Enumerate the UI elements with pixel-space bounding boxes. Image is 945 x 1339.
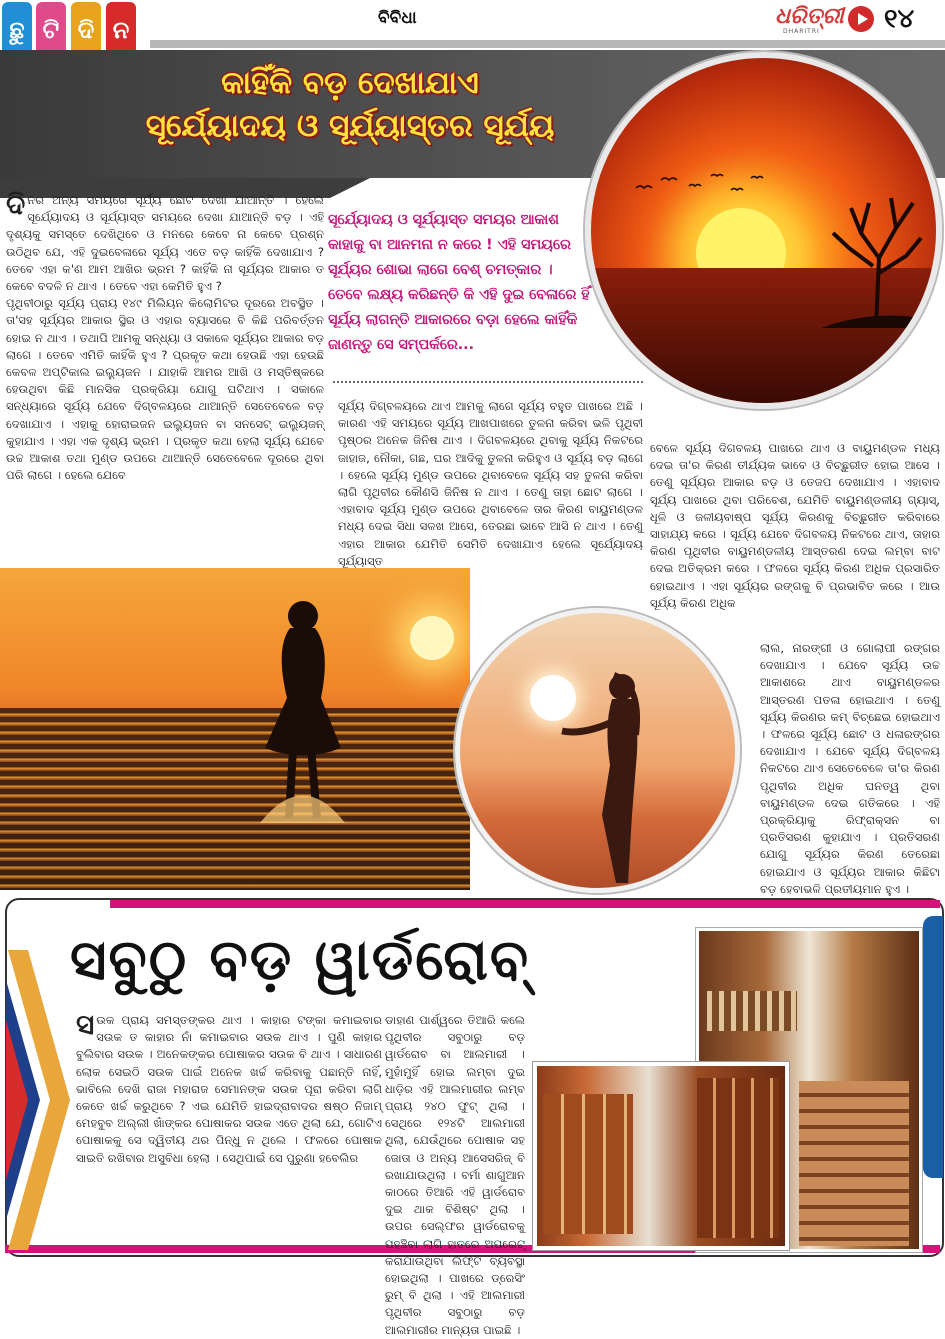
newspaper-brand: ଧରିତ୍ରୀ xyxy=(775,4,844,29)
wardrobe-shape-right xyxy=(697,1078,779,1238)
play-icon[interactable] xyxy=(848,6,874,32)
story1-headline-line1: କାହିଁକି ବଡ଼ ଦେଖାଯାଏ xyxy=(221,65,479,101)
story2-dropcap: ସ xyxy=(76,1008,95,1041)
wardrobe-corridor-photo xyxy=(533,1062,789,1250)
story2-headline: ସବୁଠୁ ବଡ଼ ୱାର୍ଡରୋବ୍ xyxy=(70,928,531,993)
sea-reflection xyxy=(0,708,470,890)
girl-in-sea-photo xyxy=(0,568,470,890)
story1-col1-para2: ପୃଥିବୀଠାରୁ ସୂର୍ଯ୍ୟ ପ୍ରାୟ ୧୪୯ ମିଲିୟନ କିଲୋମିଟର ଦୂରରେ ଅବସ୍ଥିତ । ତା'ସହ ସୂର୍ଯ୍ୟର ଆକାର ସ୍ଥିର ଓ ଏହାର ବ୍ୟାସରେ ବି କିଛି ପରିବର୍ତ୍ତନ ହୋଇ ନ ଥାଏ । ତଥାପି ଆମକୁ ସନ୍ଧ୍ୟା ଓ ସକାଳେ ସୂର୍ଯ୍ୟର ଆକାର ବଡ଼ ଲାଗେ । ତେବେ ଏମିତି କାହିଁକି ହୁଏ ? ପ୍ରକୃତ କଥା ହେଉଛି ଏହା ହେଉଛି କେବଳ ଅପ୍ଟିକାଲ ଇଲ୍ୟୁଜନ । ଯାହାକି ଆମର ଆଖି ଓ ମସ୍ତିଷ୍କରେ ହେଉଥିବା କିଛି ମାନସିକ ପ୍ରକ୍ରିୟା ଯୋଗୁ ଘଟିଥାଏ । ସକାଳେ ସନ୍ଧ୍ୟାରେ ସୂର୍ଯ୍ୟ ଯେବେ ଦିଗ୍ବଳୟରେ ଥାଆନ୍ତି ସେତେବେଳେ ବଡ଼ ଦେଖାଯାଏ । ଏହାକୁ ହୋରାଇଜନ ଇଲ୍ୟୁଜନ ବା ସନସେଟ୍ ଇଲ୍ୟୁଜନ୍ କୁହାଯାଏ । ଏହା ଏକ ଦୃଶ୍ୟ ଭ୍ରମ । ପ୍ରକୃତ କଥା ହେଲା ସୂର୍ଯ୍ୟ ଯେବେ ଉଚ୍ଚ ଆକାଶ ତଥା ମୁଣ୍ଡ ଉପରେ ଥାଆନ୍ତି ସେତେବେଳେ ଦୂରରେ ଥିବା ପରି ଲାଗେ । ହେଲେ ଯେବେ xyxy=(6,296,324,483)
story1-column-1 xyxy=(6,188,324,484)
story2-column-1 xyxy=(76,1008,382,1167)
story1-column-2: ସୂର୍ଯ୍ୟ ଦିଗ୍ବଳୟରେ ଥାଏ ଆମକୁ ଲାଗେ ସୂର୍ଯ୍ୟ ବହୁତ ପାଖରେ ଅଛି । କାରଣ ଏହି ସମୟରେ ସୂର୍ଯ୍ୟ ଆଖପାଖରେ ତୁଳନା କରିବା ଭଳି ପୃଥିବୀ ପୃଷ୍ଠର ଅନେକ ଜିନିଷ ଥାଏ । ଦିଗବଳୟରେ ଥିବାକୁ ସୂର୍ଯ୍ୟ ନିକଟରେ ଜାହାଜ, ନୌକା, ଗଛ, ଘର ଆଦିକୁ ତୁଳନା କରିହୁଏ ଓ ସୂର୍ଯ୍ୟ ବଡ଼ ଲାଗେ । ହେଲେ ସୂର୍ଯ୍ୟ ମୁଣ୍ଡ ଉପରେ ଥିବାବେଳେ ସୂର୍ଯ୍ୟ ସହ ତୁଳନା କରିବା ଲାଗି ପୃଥିବୀର କୌଣସି ଜିନିଷ ନ ଥାଏ । ତେଣୁ ତାହା ଛୋଟ ଲାଗେ । ଏହାବାଦ ସୂର୍ଯ୍ୟ ମୁଣ୍ଡ ଉପରେ ଥିବାବେଳେ ତାର କିରଣ ବାୟୁମଣ୍ଡଳ ମଧ୍ୟ ଦେଇ ସିଧା ସଳଖ ଆସେ, ତେରଛା ଭାବେ ଆସି ନ ଥାଏ । ତେଣୁ ଏହାର ଆକାର ଯେମିତି ସେମିତି ଦେଖାଯାଏ ହେଲେ ସୂର୍ଯ୍ୟୋଦୟ ସୂର୍ଯ୍ୟାସ୍ତ xyxy=(338,399,643,568)
story2-side-tab xyxy=(923,916,943,1178)
chevron-ornament-icon xyxy=(6,950,80,1250)
girl-silhouette xyxy=(245,588,355,838)
page-number: ୧୪ xyxy=(884,4,915,34)
story1-column-3-top: ବେଳେ ସୂର୍ଯ୍ୟ ଦିଗବଳୟ ପାଖରେ ଥାଏ ଓ ବାୟୁମଣ୍ଡଳ ମଧ୍ୟ ଦେଇ ତା'ର କିରଣ ତୀର୍ଯ୍ୟକ ଭାବେ ଓ ବିଚ୍ଛୁରୀତ ହୋଇ ଆସେ । ତେଣୁ ସୂର୍ଯ୍ୟର ଆକାର ବଡ଼ ଓ ତେଜପ ଦେଖାଯାଏ । ଏହାବାଦ ସୂର୍ଯ୍ୟ ପାଖରେ ଥିବା ପରିବେଶ, ଯେମିତି ବାୟୁମଣ୍ଡଳୀୟ ଗ୍ୟାସ୍, ଧୂଳି ଓ ଜଳୀୟବାଷ୍ପ ସୂର୍ଯ୍ୟ କିରଣକୁ ବିଚ୍ଛୁରୀତ କରିବାରେ ସାହାଯ୍ୟ କରେ । ସୂର୍ଯ୍ୟ ଯେବେ ଦିଗବଳୟ ନିକଟରେ ଥାଏ, ତାହାର କିରଣ ପୃଥିବୀର ବାୟୁମଣ୍ଡଳୀୟ ଆସ୍ତରଣ ଦେଇ ଲମ୍ବା ବାଟ ଦେଇ ଅତିକ୍ରମ କରେ । ଫଳରେ ସୂର୍ଯ୍ୟ କିରଣ ଅଧିକ ପ୍ରସାରିତ ହୋଇଥାଏ । ଏହା ସୂର୍ଯ୍ୟର ରଙ୍ଗକୁ ବି ପ୍ରଭାବିତ କରେ । ଆଉ ସୂର୍ଯ୍ୟ କିରଣ ଅଧିକ xyxy=(650,441,940,610)
story2-col2-text: ଡାହାଣ ପାର୍ଶ୍ୱରେ ତିଆରି କଲେ ପୃଥିବୀର ସବୁଠାରୁ ବଡ଼ ୱାର୍ଡରୋବ ବା ଆଲମାରୀ । ମୁହାଁମୁହିଁ ହୋଇ ଲମ୍ବା ଦୁଇ ଧାଡ଼ିର ଏହି ଆଲମାରୀର ଲମ୍ବ ପ୍ରାୟ ୨୪୦ ଫୁଟ୍ ଥିଲା । ସେଥିରେ ୧୨୪ଟି ଆଲମାରୀ ଥିଲା, ଯେଉଁଥିରେ ପୋଷାକ ସହ ଜୋତା ଓ ଅନ୍ୟ ଆସେସରିଜ୍ ବି ରଖାଯାଉଥିଲା । ବର୍ମା ଶାଗୁଆନ କାଠରେ ତିଆରି ଏହି ୱାର୍ଡରୋବ ଦୁଇ ଥାକ ବିଶିଷ୍ଟ ଥିଲା । ଉପର ସେଲ୍ଫର ୱାର୍ଡରୋବକୁ ପହଞ୍ଚିବା ଲାଗି ହାତରେ ଅପରେଟ୍ କରାଯାଉଥିବା ଲିଫ୍ଟ ବ୍ୟବସ୍ଥା ହୋଇଥିଲା । ପାଖରେ ଡ୍ରେସିଂ ରୁମ୍ ବି ଥିଲା । ଏହି ଆଲମାରୀ ପୃଥିବୀର ସବୁଠାରୁ ବଡ଼ ଆଲମାରୀର ମାନ୍ୟତା ପାଇଛି । xyxy=(385,1013,525,1337)
wardrobe-shape-left xyxy=(543,1094,633,1234)
railing-shape xyxy=(707,991,797,1031)
story1-col1-para1-text: ନର ଅନ୍ୟ ସମୟରେ ସୂର୍ଯ୍ୟ ଛୋଟ ଦେଖା ଯାଆନ୍ତି । ହେଲେ ସୂର୍ଯ୍ୟୋଦୟ ଓ ସୂର୍ଯ୍ୟାସ୍ତ ସମୟରେ ଦେଖା ଯାଆନ୍ତି ବଡ଼ । ଏହି ଦୃଶ୍ୟକୁ ସମସ୍ତେ ଦେଖିଥିବେ ଓ ମନରେ କେବେ ନା କେବେ ପ୍ରଶ୍ନ ଉଠିଥିବ ଯେ, ଏହି ଦୁଇବେଳାରେ ସୂର୍ଯ୍ୟ ଏତେ ବଡ଼ କାହିଁକି ଦେଖାଯାଏ ? ତେବେ ଏହା କ'ଣ ଆମ ଆଖିର ଭ୍ରମ ? କାହିଁକି ନା ସୂର୍ଯ୍ୟର ଆକାର ତ କେବେ ବଦଳି ନ ଥାଏ । ତେବେ ଏହା କେମିତି ହୁଏ ? xyxy=(6,193,324,294)
story2-top-accent xyxy=(110,900,940,908)
sun-shape xyxy=(410,616,454,660)
story2-column-2 xyxy=(385,1012,525,1339)
woman-holding-sun-photo xyxy=(455,608,740,893)
story1-teaser: ସୂର୍ଯ୍ୟୋଦୟ ଓ ସୂର୍ଯ୍ୟାସ୍ତ ସମୟର ଆକାଶ କାହାକୁ ବା ଆନମନା ନ କରେ ! ଏହି ସମୟରେ ସୂର୍ଯ୍ୟର ଶୋଭା ଲାଗେ ବେଶ୍ ଚମତ୍କାର । ତେବେ ଲକ୍ଷ୍ୟ କରିଛନ୍ତି କି ଏହି ଦୁଇ ବେଳାରେ ହିଁ ସୂର୍ଯ୍ୟ ଲାଗନ୍ତି ଆକାରରେ ବଡ଼ା ହେଲେ କାହିଁକି ଜାଣନ୍ତୁ ସେ ସମ୍ପର୍କରେ... xyxy=(328,212,590,353)
story1-dropcap: ଦି xyxy=(6,188,26,221)
story1-col1-para1 xyxy=(6,188,324,295)
logo-letter-4: ନ xyxy=(112,16,130,44)
story1-headline-line2: ସୂର୍ଯ୍ୟୋଦୟ ଓ ସୂର୍ଯ୍ୟାସ୍ତର ସୂର୍ଯ୍ୟ xyxy=(145,108,555,144)
tree-silhouette xyxy=(821,178,931,328)
stairs-shape xyxy=(799,1081,909,1246)
story1-headline xyxy=(60,62,640,148)
story2-col1-text: ଉକ ପ୍ରାୟ ସମସ୍ତଙ୍କର ଥାଏ । କାହାର ଟଙ୍କା କମାଇବାର ସଉକ ତ କାହାର ନାଁ କମାଇବାର ସଉକ ଥାଏ । ପୁଣି କାହାର ବୁଲିବାର ସଉକ । ଅନେକଙ୍କର ପୋଷାକର ସଉକ ବି ଥାଏ । ସାଧାରଣ ଲୋକ ସେଇଠି ସଉକ ପାଇଁ ଅନେକ ଖର୍ଚ୍ଚ କରିବାକୁ ପଛାନ୍ତି ନାହିଁ, ଭାବିଲେ ଦେଖି ରାଜା ମହାରାଜ ସେମାନଙ୍କ ସଉକ ପୂରା କରିବା ଲାଗି କେତେ ଖର୍ଚ୍ଚ କରୁଥିବେ ? ଏଇ ଯେମିତି ହାଇଦ୍ରାବାଦର ଷଷ୍ଠ ନିଜାମ୍ ମେହବୁବ ଅଲ୍ଲୀ ଖାଁଙ୍କର ପୋଷାକର ସଉକ ଏତେ ଥିଲା ଯେ, ଗୋଟିଏ ପୋଷାକକୁ ସେ ଦ୍ୱିତୀୟ ଥର ପିନ୍ଧୁ ନ ଥିଲେ । ଫଳରେ ପୋଷାକ ସାଇତି ରଖିବାର ଅସୁବିଧା ହେଲା । ସେଥିପାଇଁ ସେ ପୁରୁଣା ହବେଲିର xyxy=(76,1013,382,1165)
section-title: ବିବିଧା xyxy=(378,8,417,28)
header-rule xyxy=(150,40,945,48)
teaser-divider xyxy=(333,381,643,383)
logo-letter-2: ଟି xyxy=(42,16,60,44)
woman-silhouette xyxy=(552,665,672,883)
logo-letter-3: ଦି xyxy=(77,16,95,44)
birds-icon xyxy=(631,168,781,208)
story1-column-3-bottom: ଲାଲ, ନାରଙ୍ଗୀ ଓ ଗୋଲାପୀ ରଙ୍ଗର ଦେଖାଯାଏ । ଯେବେ ସୂର୍ଯ୍ୟ ଉଚ୍ଚ ଆକାଶରେ ଥାଏ ବାୟୁମଣ୍ଡଳର ଆସ୍ତରଣ ପତଳା ହୋଇଥାଏ । ତେଣୁ ସୂର୍ଯ୍ୟ କିରଣର କମ୍ ବିଚ୍ଛେଇ ହୋଇଥାଏ । ଫଳରେ ସୂର୍ଯ୍ୟ ଛୋଟ ଓ ଧଳାରଙ୍ଗର ଦେଖାଯାଏ । ଯେବେ ସୂର୍ଯ୍ୟ ଦିଗ୍ବଳୟ ନିକଟରେ ଥାଏ ସେତେବେଳେ ତା'ର କିରଣ ପୃଥିବୀର ଅଧିକ ଘନତ୍ୱ ଥିବା ବାୟୁମଣ୍ଡଳ ଦେଇ ଗତିକରେ । ଏହି ପ୍ରକ୍ରିୟାକୁ ରିଫ୍ରାକ୍ସନ ବା ପ୍ରତିସରଣ କୁହାଯାଏ । ପ୍ରତିସରଣ ଯୋଗୁ ସୂର୍ଯ୍ୟର କିରଣ ତେରେଛା ହୋଇଯାଏ ଓ ସୂର୍ଯ୍ୟର ଆକାର କିଛିଟା ବଡ଼ ହେବାଭଳି ପ୍ରତୀୟମାନ ହୁଏ । xyxy=(760,641,940,896)
newspaper-brand-sub: DHARITRI xyxy=(783,28,820,35)
logo-letter-1: ଛୁ xyxy=(9,16,25,44)
sunset-photo xyxy=(585,52,942,409)
